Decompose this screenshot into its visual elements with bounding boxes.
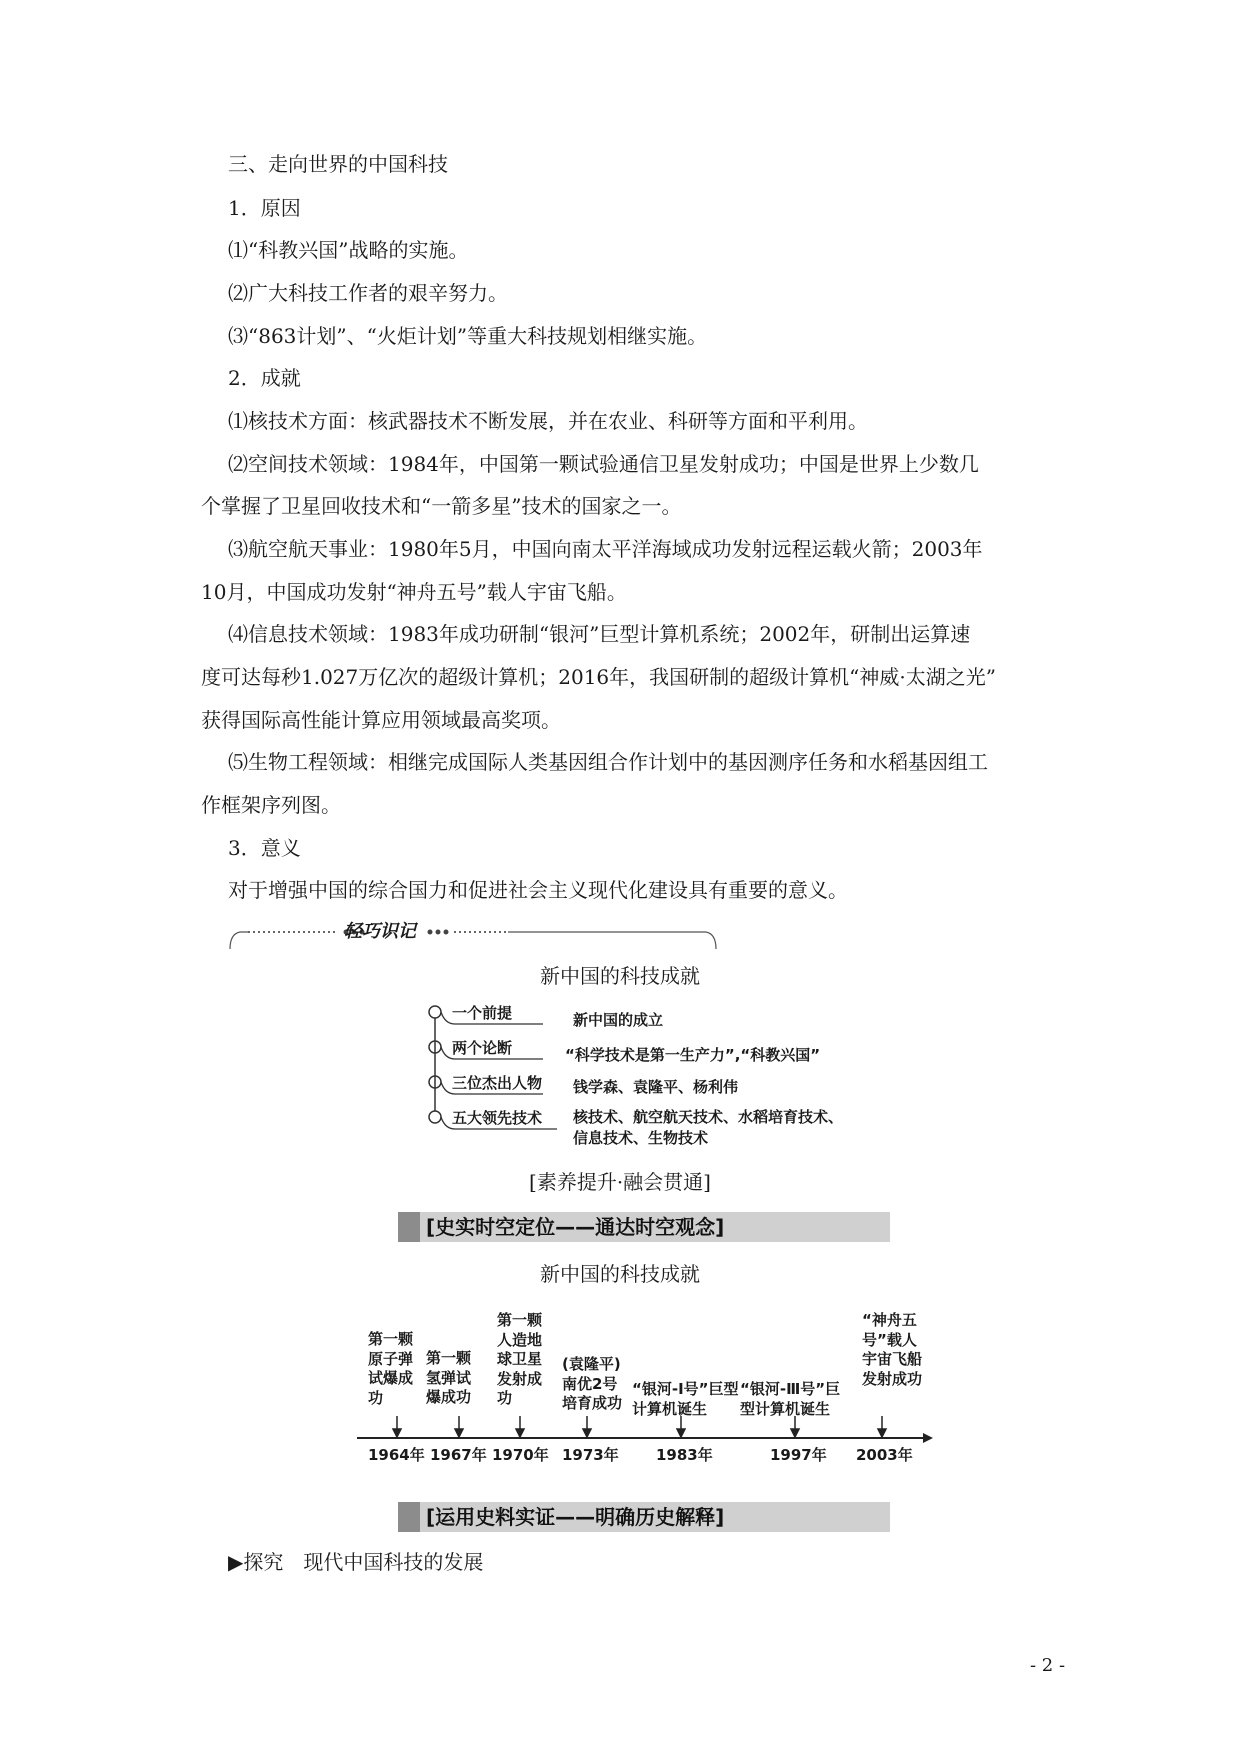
timeline-year: 1967年 bbox=[430, 1446, 487, 1464]
banner-bar bbox=[398, 1212, 420, 1242]
achievement-line: ⑸生物工程领域：相继完成国际人类基因组合作计划中的基因测序任务和水稻基因组工 bbox=[228, 750, 988, 774]
timeline-year: 1970年 bbox=[492, 1446, 549, 1464]
timeline-event: “神舟五号”载人宇宙飞船发射成功 bbox=[862, 1311, 923, 1388]
banner-title: 运用史料实证——明确历史解释 bbox=[435, 1505, 716, 1529]
memory-box-frame bbox=[228, 922, 718, 950]
page-number: - 2 - bbox=[1030, 1655, 1066, 1676]
mind-map-label: 五大领先技术 bbox=[452, 1109, 543, 1127]
mind-map-label: 一个前提 bbox=[452, 1004, 513, 1022]
achievement-line: 作框架序列图。 bbox=[201, 793, 341, 817]
bracket: ] bbox=[715, 1215, 725, 1239]
achievements-heading: 2．成就 bbox=[228, 366, 301, 390]
timeline-event: “银河-Ⅰ号”巨型计算机诞生 bbox=[632, 1380, 739, 1418]
banner-title: 史实时空定位——通达时空观念 bbox=[435, 1215, 716, 1239]
timeline-event: (袁隆平)南优2号培育成功 bbox=[562, 1355, 623, 1412]
inquiry-heading: ▶探究 现代中国科技的发展 bbox=[228, 1550, 484, 1574]
banner-text bbox=[426, 1212, 724, 1242]
significance-heading: 3．意义 bbox=[228, 836, 301, 860]
achievement-line: 个掌握了卫星回收技术和“一箭多星”技术的国家之一。 bbox=[201, 494, 682, 518]
mind-map-value: 新中国的成立 bbox=[573, 1011, 664, 1029]
mind-map-value: 钱学森、袁隆平、杨利伟 bbox=[573, 1078, 739, 1096]
reason-3: ⑶“863计划”、“火炬计划”等重大科技规划相继实施。 bbox=[228, 324, 708, 348]
achievement-line: ⑵空间技术领域：1984年，中国第一颗试验通信卫星发射成功；中国是世界上少数几 bbox=[228, 452, 979, 476]
section-heading: 三、走向世界的中国科技 bbox=[228, 152, 448, 176]
mind-map-value: “科学技术是第一生产力”,“科教兴国” bbox=[565, 1046, 821, 1064]
memory-box-label: 轻巧识记 bbox=[344, 921, 416, 942]
timeline-year: 2003年 bbox=[856, 1446, 913, 1464]
achievement-line: ⑷信息技术领域：1983年成功研制“银河”巨型计算机系统；2002年，研制出运算速 bbox=[228, 622, 971, 646]
achievement-line: ⑴核技术方面：核武器技术不断发展，并在农业、科研等方面和平利用。 bbox=[228, 409, 868, 433]
section-banner bbox=[398, 1212, 890, 1242]
banner-bar bbox=[398, 1502, 420, 1532]
section-banner bbox=[398, 1502, 890, 1532]
timeline-year: 1973年 bbox=[562, 1446, 619, 1464]
subheading: [素养提升·融会贯通] bbox=[529, 1170, 711, 1194]
banner-text bbox=[426, 1502, 724, 1532]
bracket: [ bbox=[426, 1215, 436, 1239]
timeline-title: 新中国的科技成就 bbox=[540, 1262, 700, 1286]
achievement-line: 获得国际高性能计算应用领域最高奖项。 bbox=[201, 708, 561, 732]
reason-2: ⑵广大科技工作者的艰辛努力。 bbox=[228, 281, 508, 305]
achievement-line: ⑶航空航天事业：1980年5月，中国向南太平洋海域成功发射远程运载火箭；2003年 bbox=[228, 537, 983, 561]
significance-text: 对于增强中国的综合国力和促进社会主义现代化建设具有重要的意义。 bbox=[228, 878, 848, 902]
achievement-line: 度可达每秒1.027万亿次的超级计算机；2016年，我国研制的超级计算机“神威·太湖之光” bbox=[201, 665, 996, 689]
reason-1: ⑴“科教兴国”战略的实施。 bbox=[228, 238, 469, 262]
timeline-event: 第一颗人造地球卫星发射成功 bbox=[497, 1311, 543, 1407]
timeline-year: 1983年 bbox=[656, 1446, 713, 1464]
bracket: [ bbox=[426, 1505, 436, 1529]
timeline-year: 1964年 bbox=[368, 1446, 425, 1464]
timeline-event: 第一颗氢弹试爆成功 bbox=[426, 1349, 472, 1406]
achievement-line: 10月，中国成功发射“神舟五号”载人宇宙飞船。 bbox=[201, 580, 627, 604]
mind-map-value: 核技术、航空航天技术、水稻培育技术、 bbox=[573, 1108, 844, 1126]
timeline-year: 1997年 bbox=[770, 1446, 827, 1464]
mind-map-value: 信息技术、生物技术 bbox=[573, 1129, 709, 1147]
bracket: ] bbox=[715, 1505, 725, 1529]
memory-box-title: 新中国的科技成就 bbox=[540, 964, 700, 988]
mind-map-label: 三位杰出人物 bbox=[452, 1074, 543, 1092]
timeline-event: “银河-Ⅲ号”巨型计算机诞生 bbox=[740, 1380, 841, 1418]
reasons-heading: 1．原因 bbox=[228, 196, 301, 220]
timeline-event: 第一颗原子弹试爆成功 bbox=[368, 1330, 414, 1407]
mind-map-label: 两个论断 bbox=[452, 1039, 513, 1057]
